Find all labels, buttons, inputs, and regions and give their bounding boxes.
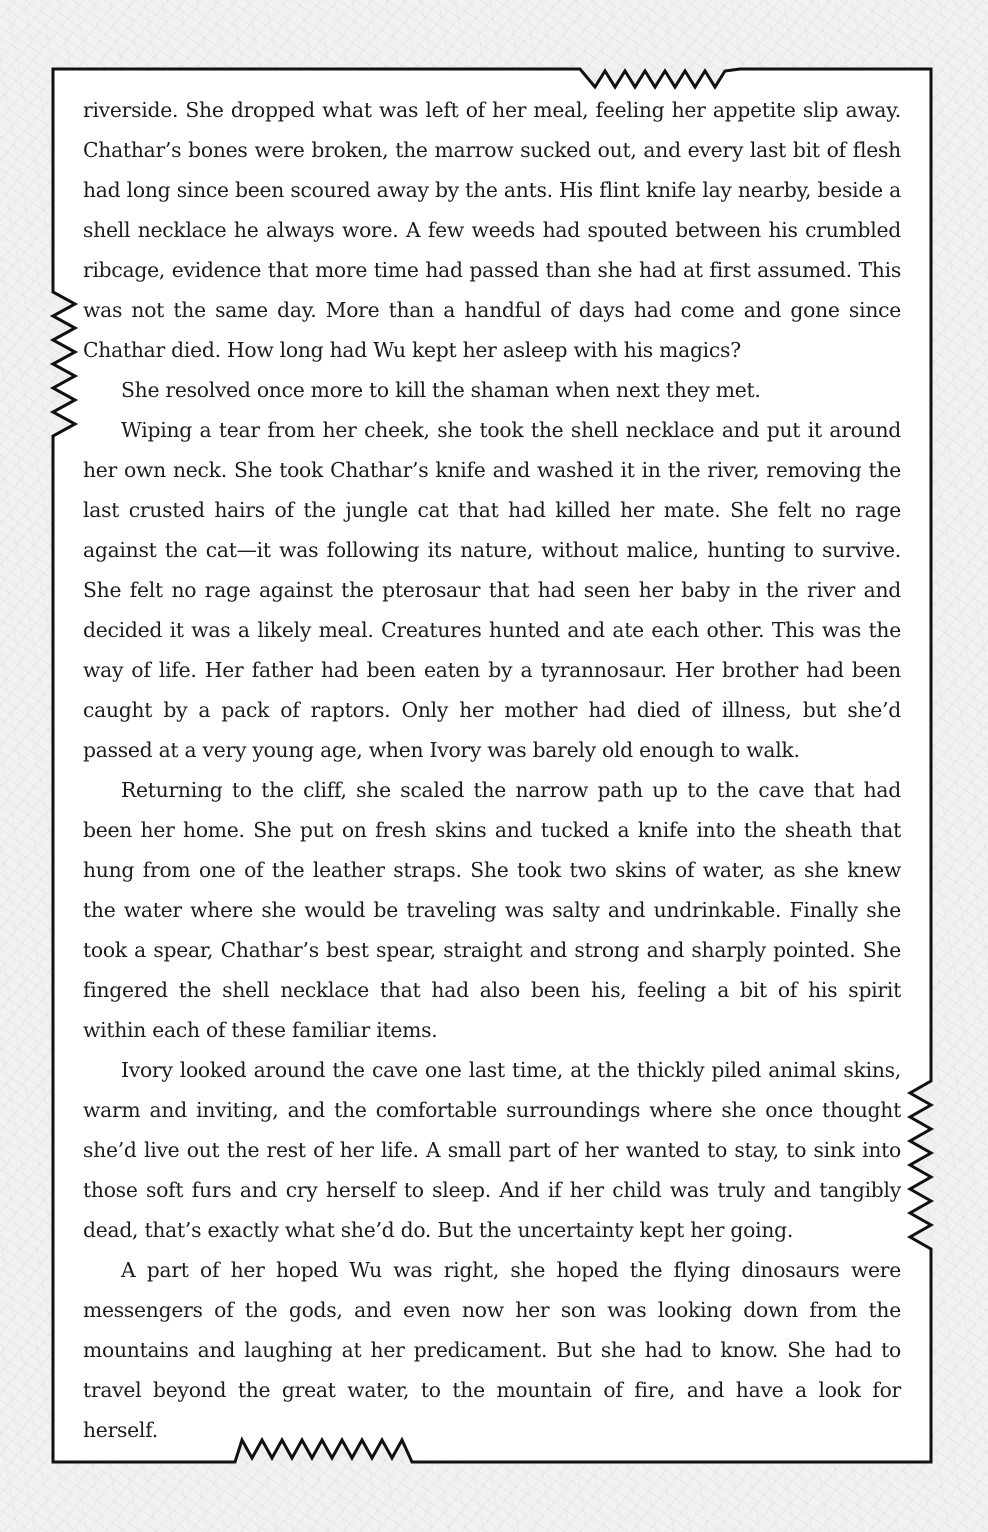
paragraph-4: Returning to the cliff, she scaled the narrow path up to the cave that had been her home. She put on fresh skins and tucked a knife into the sheath that hung from one of the leather straps. She took two skins of water, as she knew the water where she would be traveling was salty and undrinkable. Finally she took a spear, Chathar’s best spear, straight and strong and sharply pointed. She fingered the shell necklace that had also been his, feeling a bit of his spirit within each of these familiar items. (83, 778, 901, 1042)
paragraph-2: She resolved once more to kill the shaman when next they met. (121, 378, 761, 402)
paragraph-1: riverside. She dropped what was left of her meal, feeling her appetite slip away. Chathar’s bones were broken, the marrow sucked out, and every last bit of flesh had long since been scoured away by the ants. His flint knife lay nearby, beside a shell necklace he always wore. A few weeds had spouted between his crumbled ribcage, evidence that more time had passed than she had at first assumed. This was not the same day. More than a handful of days had come and gone since Chathar died. How long had Wu kept her asleep with his magics? (83, 98, 901, 362)
paragraph-3: Wiping a tear from her cheek, she took the shell necklace and put it around her own neck. She took Chathar’s knife and washed it in the river, removing the last crusted hairs of the jungle cat that had killed her mate. She felt no rage against the cat—it was following its nature, without malice, hunting to survive. She felt no rage against the pterosaur that had seen her baby in the river and decided it was a likely meal. Creatures hunted and ate each other. This was the way of life. Her father had been eaten by a tyrannosaur. Her brother had been caught by a pack of raptors. Only her mother had died of illness, but she’d passed at a very young age, when Ivory was barely old enough to walk. (83, 418, 901, 762)
paragraph-6: A part of her hoped Wu was right, she hoped the flying dinosaurs were messengers of the gods, and even now her son was looking down from the mountains and laughing at her predicament. But she had to know. She had to travel beyond the great water, to the mountain of fire, and have a look for herself. (83, 1258, 901, 1442)
text-body (83, 90, 901, 1450)
paragraph-5: Ivory looked around the cave one last time, at the thickly piled animal skins, warm and inviting, and the comfortable surroundings where she once thought she’d live out the rest of her life. A small part of her wanted to stay, to sink into those soft furs and cry herself to sleep. And if her child was truly and tangibly dead, that’s exactly what she’d do. But the uncertainty kept her going. (83, 1058, 901, 1242)
